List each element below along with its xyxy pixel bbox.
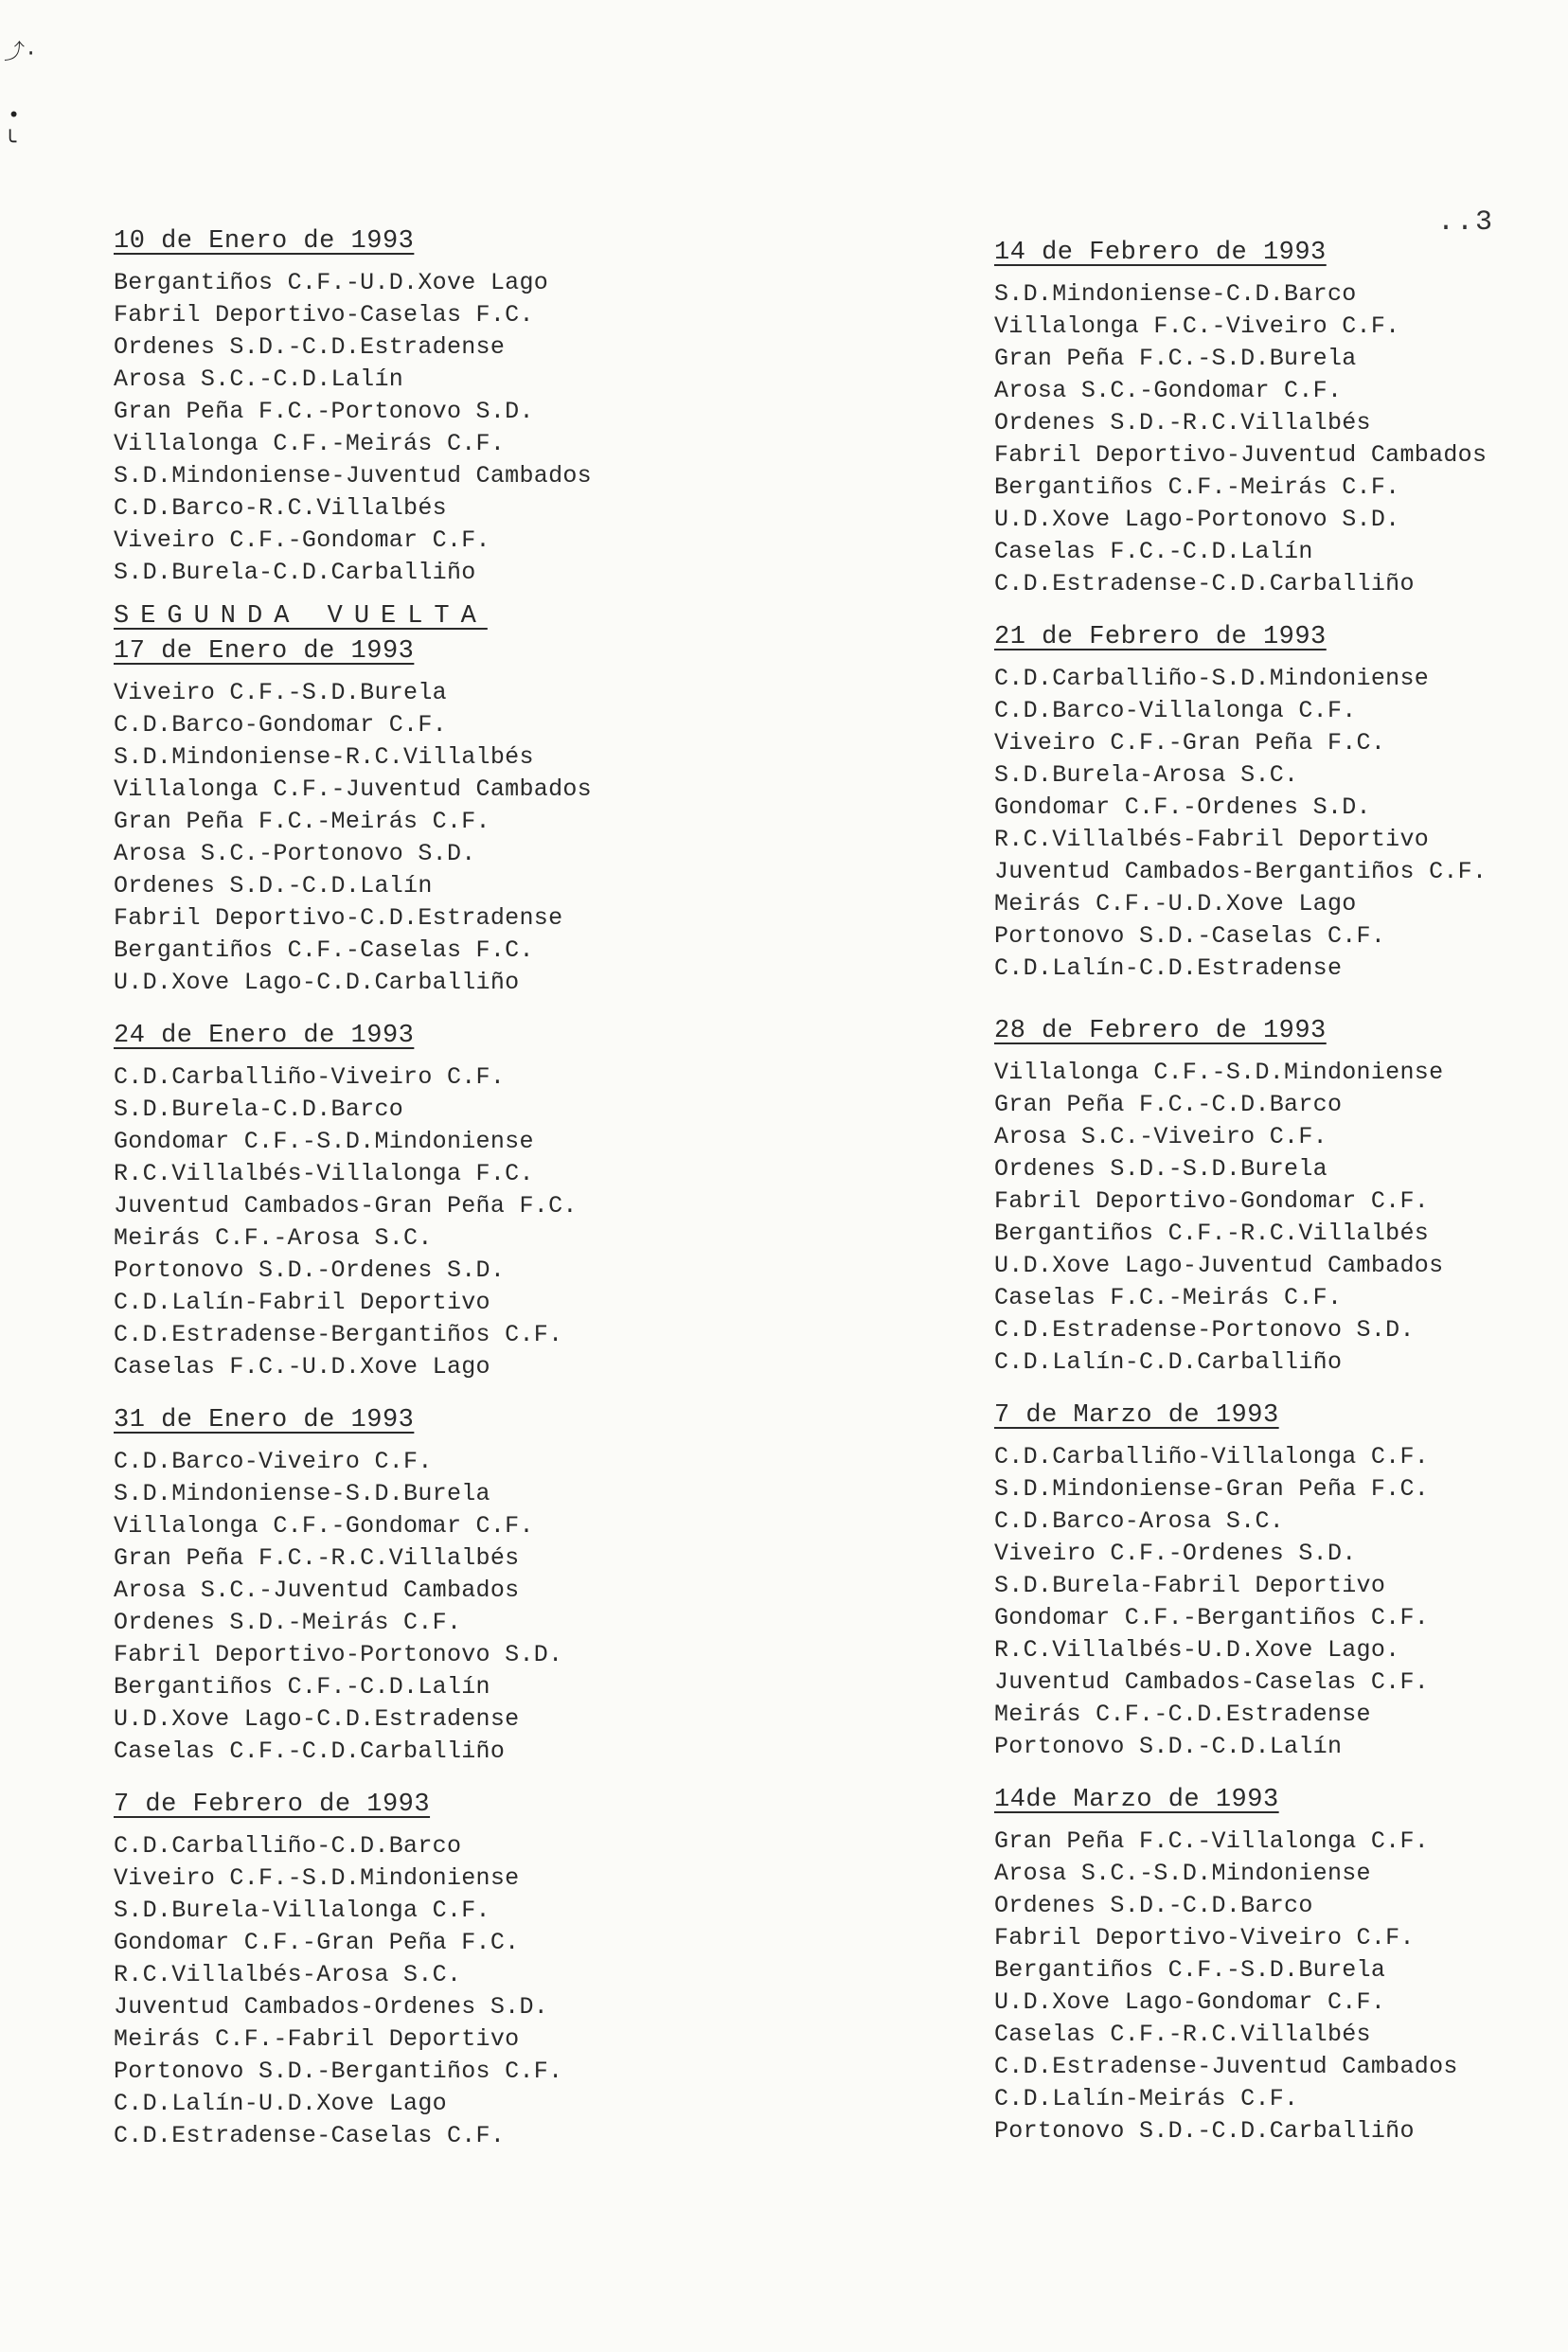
match-line: Ordenes S.D.-Meirás C.F. (114, 1609, 462, 1636)
round-block (114, 1020, 644, 1383)
match-line: S.D.Burela-C.D.Barco (114, 1096, 404, 1123)
match-line: R.C.Villalbés-Arosa S.C. (114, 1961, 462, 1988)
page-number: ..3 (1437, 206, 1495, 239)
match-line: Gran Peña F.C.-Villalonga C.F. (994, 1827, 1430, 1855)
round-date: 14de Marzo de 1993 (994, 1786, 1279, 1814)
match-line: Bergantiños C.F.-S.D.Burela (994, 1956, 1386, 1984)
match-list (994, 1057, 1524, 1379)
match-line: Arosa S.C.-Juventud Cambados (114, 1577, 520, 1604)
margin-mark: • (8, 104, 21, 128)
round-date: 14 de Febrero de 1993 (994, 239, 1327, 267)
match-line: Arosa S.C.-S.D.Mindoniense (994, 1860, 1371, 1887)
match-line: C.D.Barco-Villalonga C.F. (994, 697, 1357, 724)
match-line: Portonovo S.D.-C.D.Lalín (994, 1733, 1343, 1760)
match-line: U.D.Xove Lago-Juventud Cambados (994, 1252, 1444, 1279)
match-line: Viveiro C.F.-Gran Peña F.C. (994, 729, 1386, 757)
match-line: C.D.Lalín-C.D.Estradense (994, 954, 1343, 982)
match-line: Fabril Deportivo-Juventud Cambados (994, 441, 1488, 469)
match-line: R.C.Villalbés-Fabril Deportivo (994, 826, 1430, 853)
match-line: Meirás C.F.-U.D.Xove Lago (994, 890, 1357, 918)
round-block (994, 1015, 1524, 1379)
match-line: S.D.Mindoniense-Gran Peña F.C. (994, 1475, 1430, 1503)
round-block (114, 225, 644, 589)
match-line: Villalonga C.F.-S.D.Mindoniense (994, 1059, 1444, 1086)
match-line: C.D.Estradense-Caselas C.F. (114, 2122, 506, 2149)
match-list (994, 1441, 1524, 1763)
round-date: 31 de Enero de 1993 (114, 1406, 415, 1434)
round-block (114, 1404, 644, 1768)
match-line: Gran Peña F.C.-R.C.Villalbés (114, 1544, 520, 1572)
match-line: S.D.Mindoniense-R.C.Villalbés (114, 743, 534, 771)
match-line: R.C.Villalbés-Villalonga F.C. (114, 1160, 534, 1187)
match-line: C.D.Estradense-C.D.Carballiño (994, 570, 1415, 597)
match-line: Gondomar C.F.-Ordenes S.D. (994, 793, 1371, 821)
match-line: Villalonga C.F.-Juventud Cambados (114, 775, 592, 803)
match-line: S.D.Burela-C.D.Carballiño (114, 559, 476, 586)
match-line: Juventud Cambados-Gran Peña F.C. (114, 1192, 578, 1220)
match-line: Fabril Deportivo-Viveiro C.F. (994, 1924, 1415, 1951)
match-line: Viveiro C.F.-S.D.Burela (114, 679, 447, 706)
match-line: Ordenes S.D.-R.C.Villalbés (994, 409, 1371, 437)
match-line: Ordenes S.D.-C.D.Lalín (114, 872, 433, 900)
match-line: S.D.Burela-Fabril Deportivo (994, 1572, 1386, 1599)
match-line: Gran Peña F.C.-Meirás C.F. (114, 808, 490, 835)
match-line: Viveiro C.F.-Ordenes S.D. (994, 1540, 1357, 1567)
match-line: C.D.Estradense-Juventud Cambados (994, 2053, 1458, 2080)
match-line: Bergantiños C.F.-Meirás C.F. (994, 473, 1400, 501)
match-line: Ordenes S.D.-C.D.Barco (994, 1892, 1313, 1919)
match-line: C.D.Barco-Gondomar C.F. (114, 711, 447, 739)
match-line: C.D.Barco-R.C.Villalbés (114, 494, 447, 522)
match-line: C.D.Lalín-Fabril Deportivo (114, 1289, 490, 1316)
match-line: Meirás C.F.-Fabril Deportivo (114, 2025, 520, 2053)
match-line: Gran Peña F.C.-Portonovo S.D. (114, 398, 534, 425)
match-line: Portonovo S.D.-Ordenes S.D. (114, 1256, 506, 1284)
match-line: Fabril Deportivo-Caselas F.C. (114, 301, 534, 329)
match-line: Bergantiños C.F.-C.D.Lalín (114, 1673, 490, 1701)
match-line: C.D.Estradense-Bergantiños C.F. (114, 1321, 563, 1348)
match-line: S.D.Mindoniense-S.D.Burela (114, 1480, 490, 1507)
match-line: Gran Peña F.C.-S.D.Burela (994, 345, 1357, 372)
round-block (114, 635, 644, 999)
match-line: Portonovo S.D.-Caselas C.F. (994, 922, 1386, 950)
match-line: Fabril Deportivo-Gondomar C.F. (994, 1187, 1430, 1215)
match-line: Juventud Cambados-Caselas C.F. (994, 1668, 1430, 1696)
match-list (994, 1826, 1524, 2147)
match-line: Bergantiños C.F.-R.C.Villalbés (994, 1220, 1430, 1247)
round-block (994, 1784, 1524, 2147)
match-line: Caselas F.C.-Meirás C.F. (994, 1284, 1343, 1311)
match-line: Caselas C.F.-R.C.Villalbés (994, 2021, 1371, 2048)
match-list (994, 663, 1524, 985)
round-date: 17 de Enero de 1993 (114, 637, 415, 666)
round-date: 24 de Enero de 1993 (114, 1022, 415, 1050)
match-line: Meirás C.F.-C.D.Estradense (994, 1701, 1371, 1728)
match-line: U.D.Xove Lago-Portonovo S.D. (994, 506, 1400, 533)
margin-mark: ╰ (4, 132, 17, 155)
match-line: Ordenes S.D.-S.D.Burela (994, 1155, 1327, 1183)
match-list (114, 1830, 644, 2152)
round-block (114, 1789, 644, 2152)
match-list (114, 677, 644, 999)
left-column (114, 225, 644, 2173)
match-line: Bergantiños C.F.-Caselas F.C. (114, 936, 534, 964)
round-date: 7 de Febrero de 1993 (114, 1791, 431, 1819)
margin-mark: ⤴· (4, 42, 38, 65)
match-line: Ordenes S.D.-C.D.Estradense (114, 333, 506, 361)
match-line: Viveiro C.F.-S.D.Mindoniense (114, 1864, 520, 1892)
match-line: C.D.Barco-Arosa S.C. (994, 1507, 1285, 1535)
match-line: U.D.Xove Lago-C.D.Carballiño (114, 969, 520, 996)
match-line: Villalonga C.F.-Meirás C.F. (114, 430, 506, 457)
match-line: Viveiro C.F.-Gondomar C.F. (114, 526, 490, 554)
match-list (114, 267, 644, 589)
round-block (994, 237, 1524, 600)
match-line: C.D.Carballiño-S.D.Mindoniense (994, 665, 1430, 692)
match-line: Caselas C.F.-C.D.Carballiño (114, 1737, 506, 1765)
round-block (994, 621, 1524, 985)
match-line: Gondomar C.F.-S.D.Mindoniense (114, 1128, 534, 1155)
round-date: 21 de Febrero de 1993 (994, 623, 1327, 651)
match-line: Arosa S.C.-Viveiro C.F. (994, 1123, 1327, 1150)
match-line: C.D.Carballiño-C.D.Barco (114, 1832, 462, 1860)
match-line: C.D.Lalín-C.D.Carballiño (994, 1348, 1343, 1376)
match-line: S.D.Mindoniense-Juventud Cambados (114, 462, 592, 490)
match-list (994, 278, 1524, 600)
match-line: C.D.Barco-Viveiro C.F. (114, 1448, 433, 1475)
match-line: Caselas F.C.-C.D.Lalín (994, 538, 1313, 565)
match-line: Bergantiños C.F.-U.D.Xove Lago (114, 269, 549, 296)
match-line: S.D.Burela-Arosa S.C. (994, 761, 1299, 789)
match-list (114, 1446, 644, 1768)
round-block (994, 1399, 1524, 1763)
match-line: Villalonga C.F.-Gondomar C.F. (114, 1512, 534, 1540)
match-line: Villalonga F.C.-Viveiro C.F. (994, 312, 1400, 340)
match-line: C.D.Lalín-Meirás C.F. (994, 2085, 1299, 2112)
match-list (114, 1061, 644, 1383)
match-line: Portonovo S.D.-C.D.Carballiño (994, 2117, 1415, 2145)
match-line: Juventud Cambados-Ordenes S.D. (114, 1993, 549, 2021)
match-line: S.D.Mindoniense-C.D.Barco (994, 280, 1357, 308)
match-line: C.D.Lalín-U.D.Xove Lago (114, 2090, 447, 2117)
match-line: Fabril Deportivo-C.D.Estradense (114, 904, 563, 932)
match-line: Fabril Deportivo-Portonovo S.D. (114, 1641, 563, 1668)
match-line: C.D.Carballiño-Villalonga C.F. (994, 1443, 1430, 1470)
round-date: 10 de Enero de 1993 (114, 227, 415, 256)
match-line: S.D.Burela-Villalonga C.F. (114, 1897, 490, 1924)
round-date: 7 de Marzo de 1993 (994, 1401, 1279, 1430)
match-line: Caselas F.C.-U.D.Xove Lago (114, 1353, 490, 1381)
match-line: Arosa S.C.-Portonovo S.D. (114, 840, 476, 867)
match-line: U.D.Xove Lago-Gondomar C.F. (994, 1988, 1386, 2016)
match-line: Gran Peña F.C.-C.D.Barco (994, 1091, 1343, 1118)
match-line: U.D.Xove Lago-C.D.Estradense (114, 1705, 520, 1733)
section-heading: SEGUNDA VUELTA (114, 602, 488, 631)
round-date: 28 de Febrero de 1993 (994, 1017, 1327, 1045)
right-column (994, 237, 1524, 2168)
match-line: R.C.Villalbés-U.D.Xove Lago. (994, 1636, 1400, 1664)
match-line: Arosa S.C.-C.D.Lalín (114, 365, 404, 393)
match-line: Gondomar C.F.-Gran Peña F.C. (114, 1929, 520, 1956)
match-line: Juventud Cambados-Bergantiños C.F. (994, 858, 1488, 885)
match-line: Arosa S.C.-Gondomar C.F. (994, 377, 1343, 404)
match-line: Portonovo S.D.-Bergantiños C.F. (114, 2058, 563, 2085)
match-line: C.D.Carballiño-Viveiro C.F. (114, 1063, 506, 1091)
match-line: Gondomar C.F.-Bergantiños C.F. (994, 1604, 1430, 1631)
match-line: C.D.Estradense-Portonovo S.D. (994, 1316, 1415, 1344)
match-line: Meirás C.F.-Arosa S.C. (114, 1224, 433, 1252)
